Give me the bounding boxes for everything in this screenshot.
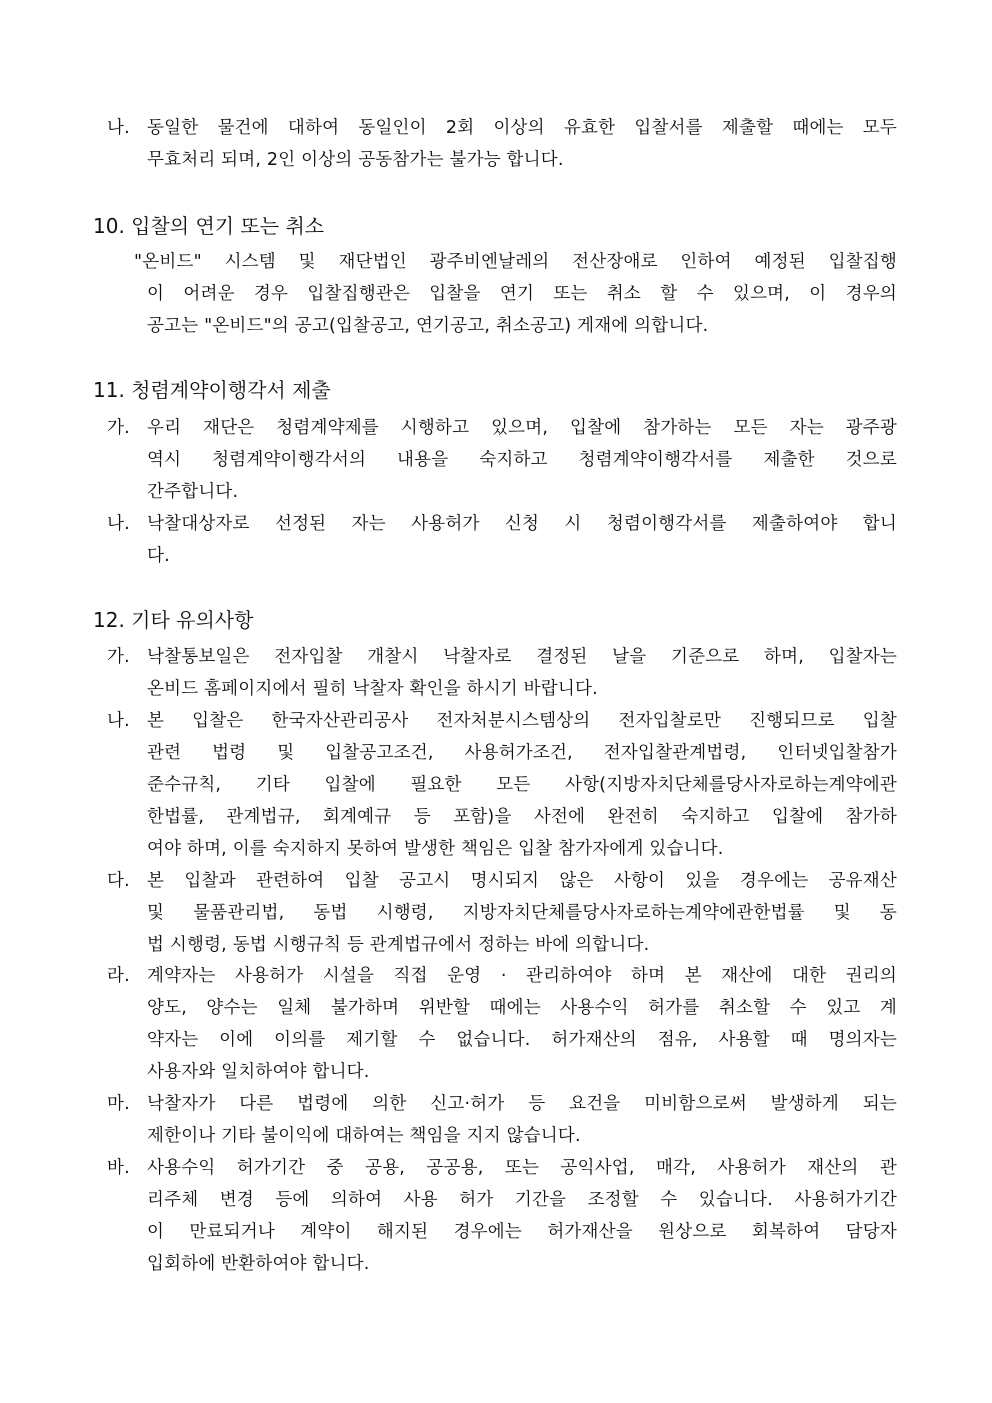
- item-marker: 가.: [107, 418, 130, 438]
- item-line: 및 물품관리법, 동법 시행령, 지방자치단체를당사자로하는계약에관한법률 및 동: [147, 903, 897, 923]
- item-line: 계약자는 사용허가 시설을 직접 운영 · 관리하여야 하며 본 재산에 대한 권리의: [147, 966, 897, 986]
- section-heading: 12. 기타 유의사항: [93, 608, 254, 632]
- item-line: 여야 하며, 이를 숙지하지 못하여 발생한 책임은 입찰 참가자에게 있습니다.: [147, 839, 724, 859]
- item-marker: 나.: [107, 118, 130, 138]
- item-line: 낙찰통보일은 전자입찰 개찰시 낙찰자로 결정된 날을 기준으로 하며, 입찰자는: [147, 647, 897, 667]
- item-line: 이 만료되거나 계약이 해지된 경우에는 허가재산을 원상으로 회복하여 담당자: [147, 1222, 897, 1242]
- item-line: 사용자와 일치하여야 합니다.: [147, 1062, 370, 1082]
- section-heading: 10. 입찰의 연기 또는 취소: [93, 214, 325, 238]
- item-line: 온비드 홈페이지에서 필히 낙찰자 확인을 하시기 바랍니다.: [147, 679, 598, 699]
- item-line: 양도, 양수는 일체 불가하며 위반할 때에는 사용수익 허가를 취소할 수 있고 계: [147, 998, 897, 1018]
- item-line: 동일한 물건에 대하여 동일인이 2회 이상의 유효한 입찰서를 제출할 때에는 모두: [147, 118, 897, 138]
- item-marker: 다.: [107, 871, 130, 891]
- item-line: 다.: [147, 546, 170, 566]
- item-marker: 바.: [107, 1158, 130, 1178]
- item-line: 본 입찰과 관련하여 입찰 공고시 명시되지 않은 사항이 있을 경우에는 공유재산: [147, 871, 897, 891]
- item-line: 리주체 변경 등에 의하여 사용 허가 기간을 조정할 수 있습니다. 사용허가기간: [147, 1190, 897, 1210]
- section-heading: 11. 청렴계약이행각서 제출: [93, 378, 331, 402]
- item-line: 우리 재단은 청렴계약제를 시행하고 있으며, 입찰에 참가하는 모든 자는 광주광: [147, 418, 897, 438]
- item-marker: 나.: [107, 514, 130, 534]
- item-marker: 가.: [107, 647, 130, 667]
- item-line: 낙찰자가 다른 법령에 의한 신고·허가 등 요건을 미비함으로써 발생하게 되는: [147, 1094, 897, 1114]
- item-line: 간주합니다.: [147, 482, 239, 502]
- item-marker: 마.: [107, 1094, 130, 1114]
- item-line: 법 시행령, 동법 시행규칙 등 관계법규에서 정하는 바에 의합니다.: [147, 935, 650, 955]
- item-marker: 나.: [107, 711, 130, 731]
- item-line: 본 입찰은 한국자산관리공사 전자처분시스템상의 전자입찰로만 진행되므로 입찰: [147, 711, 897, 731]
- item-line: 준수규칙, 기타 입찰에 필요한 모든 사항(지방자치단체를당사자로하는계약에관: [147, 775, 897, 795]
- item-line: 한법률, 관계법규, 회계예규 등 포함)을 사전에 완전히 숙지하고 입찰에 참가하: [147, 807, 897, 827]
- item-line: 약자는 이에 이의를 제기할 수 없습니다. 허가재산의 점유, 사용할 때 명의자는: [147, 1030, 897, 1050]
- item-line: 사용수익 허가기간 중 공용, 공공용, 또는 공익사업, 매각, 사용허가 재산의 관: [147, 1158, 897, 1178]
- item-line: 무효처리 되며, 2인 이상의 공동참가는 불가능 합니다.: [147, 150, 564, 170]
- item-marker: 라.: [107, 966, 130, 986]
- paragraph-line: 이 어려운 경우 입찰집행관은 입찰을 연기 또는 취소 할 수 있으며, 이 경우의: [147, 284, 897, 304]
- paragraph-line: 공고는 "온비드"의 공고(입찰공고, 연기공고, 취소공고) 게재에 의합니다.: [147, 316, 709, 336]
- paragraph-line: "온비드" 시스템 및 재단법인 광주비엔날레의 전산장애로 인하여 예정된 입찰집행: [134, 252, 897, 272]
- item-line: 관련 법령 및 입찰공고조건, 사용허가조건, 전자입찰관계법령, 인터넷입찰참가: [147, 743, 897, 763]
- item-line: 낙찰대상자로 선정된 자는 사용허가 신청 시 청렴이행각서를 제출하여야 합니: [147, 514, 897, 534]
- item-line: 역시 청렴계약이행각서의 내용을 숙지하고 청렴계약이행각서를 제출한 것으로: [147, 450, 897, 470]
- item-line: 제한이나 기타 불이익에 대하여는 책임을 지지 않습니다.: [147, 1126, 581, 1146]
- item-line: 입회하에 반환하여야 합니다.: [147, 1254, 370, 1274]
